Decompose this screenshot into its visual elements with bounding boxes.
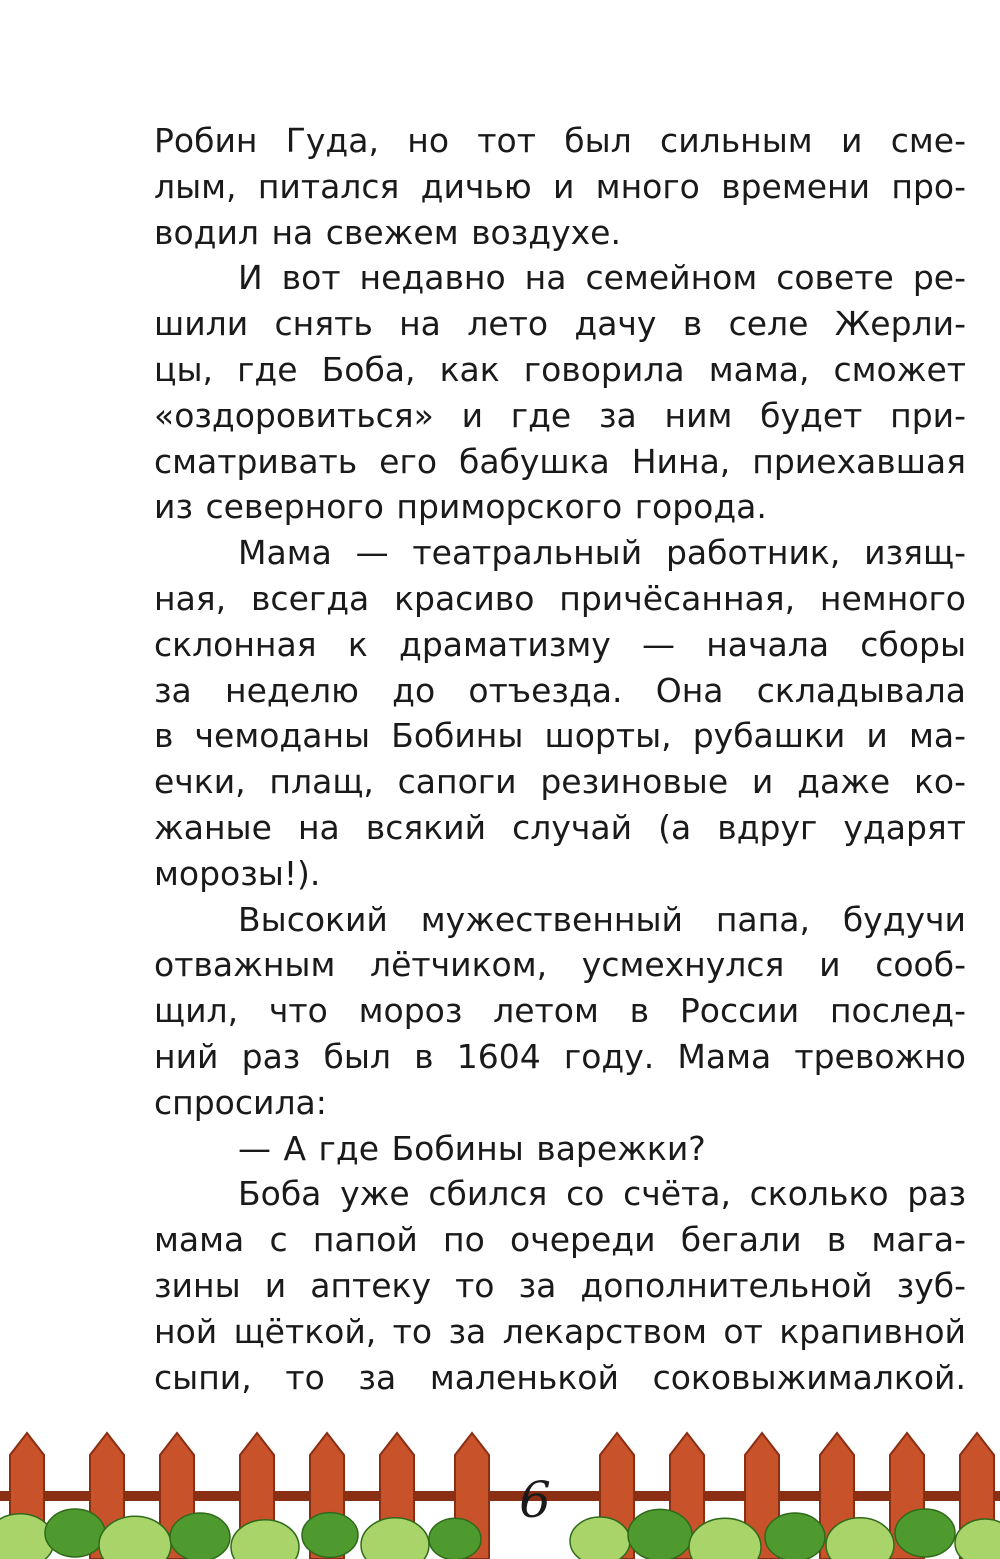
text-line: цы, где Боба, как говорила мама, сможет (154, 349, 966, 389)
bush (570, 1517, 630, 1559)
text-line: Робин Гуда, но тот был сильным и сме- (154, 121, 966, 160)
text-line: жаные на всякий случай (а вдруг ударят (154, 807, 966, 847)
bush (628, 1509, 692, 1559)
text-line: в чемоданы Бобины шорты, рубашки и ма- (154, 716, 966, 756)
body-text (154, 118, 966, 1400)
text-line: — А где Бобины варежки? (238, 1128, 706, 1168)
bush (45, 1509, 105, 1557)
text-line: мама с папой по очереди бегали в мага- (154, 1220, 966, 1260)
text-line: «оздоровиться» и где за ним будет при- (154, 395, 966, 435)
text-line: Мама — театральный работник, изящ- (238, 533, 966, 573)
bush (302, 1513, 358, 1558)
text-line: сматривать его бабушка Нина, приехавшая (154, 441, 966, 481)
text-line: Боба уже сбился со счёта, сколько раз (238, 1174, 966, 1214)
bush (170, 1513, 230, 1559)
text-line: склонная к драматизму — начала сборы (154, 624, 966, 664)
text-line: отважным лётчиком, усмехнулся и сооб- (154, 945, 966, 985)
text-line: ная, всегда красиво причёсанная, немного (154, 578, 966, 618)
bush (361, 1518, 429, 1559)
text-line: ний раз был в 1604 году. Мама тревожно (154, 1036, 966, 1076)
text-line: шили снять на лето дачу в селе Жерли- (154, 304, 966, 344)
text-line: зины и аптеку то за дополнительной зуб- (154, 1265, 966, 1305)
text-line: за неделю до отъезда. Она складывала (154, 670, 966, 710)
bush (895, 1509, 955, 1557)
text-line: ной щёткой, то за лекарством от крапивной (154, 1311, 966, 1351)
page-number: 6 (519, 1471, 551, 1529)
fence-illustration (0, 1429, 1000, 1559)
text-line: сыпи, то за маленькой соковыжималкой. (154, 1357, 966, 1397)
text-line: водил на свежем воздухе. (154, 212, 621, 252)
bush (429, 1518, 481, 1559)
text-line: спросила: (154, 1082, 327, 1122)
bush (765, 1513, 825, 1559)
text-line: морозы!). (154, 853, 321, 893)
text-line: Высокий мужественный папа, будучи (238, 899, 966, 939)
text-line: ечки, плащ, сапоги резиновые и даже ко- (154, 762, 966, 802)
text-line: щил, что мороз летом в России послед- (154, 991, 966, 1031)
text-line: лым, питался дичью и много времени про- (154, 166, 966, 206)
text-line: из северного приморского города. (154, 487, 767, 527)
text-line: И вот недавно на семейном совете ре- (238, 258, 966, 298)
